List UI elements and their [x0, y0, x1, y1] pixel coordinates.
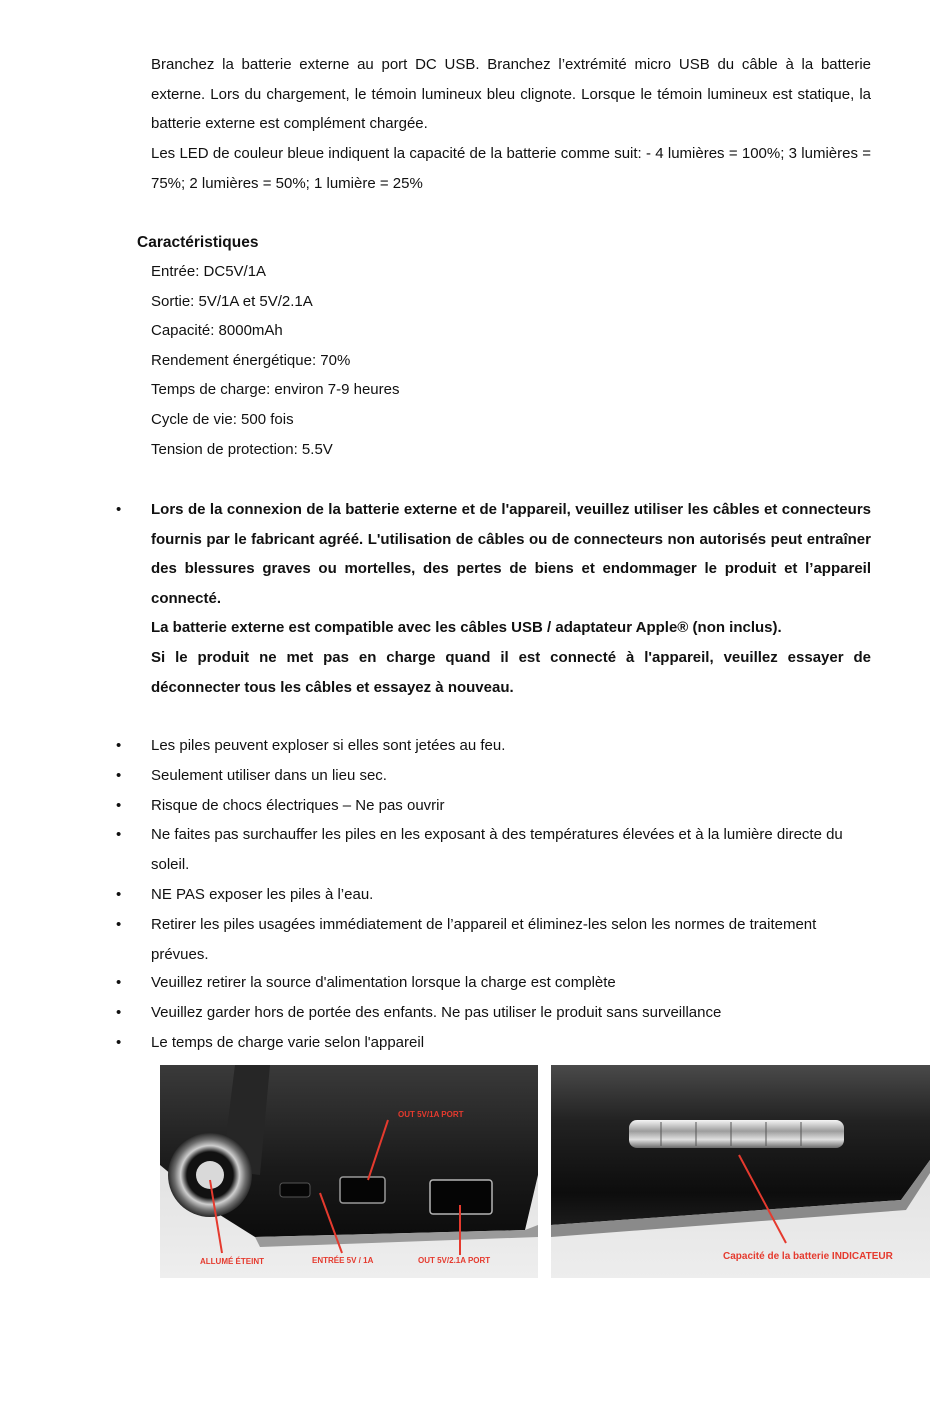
- safety-item: Les piles peuvent exploser si elles sont jetées au feu.: [151, 737, 506, 754]
- specs-heading: Caractéristiques: [137, 234, 259, 251]
- led-capacity-paragraph: Les LED de couleur bleue indiquent la capacité de la batterie comme suit: - 4 lumières = 100%; 3 lumières = 75%; 2 lumières = 50%; 1 lumière = 25%: [151, 145, 871, 192]
- bullet-marker: •: [116, 737, 122, 754]
- bullet-marker: •: [116, 974, 122, 991]
- bullet-marker: •: [116, 916, 122, 933]
- safety-item: Le temps de charge varie selon l'appareil: [151, 1034, 425, 1051]
- safety-item: Retirer les piles usagées immédiatement de l’appareil et éliminez-les selon les normes de traitement prévues.: [151, 916, 817, 963]
- out-2a-port-label: OUT 5V/2.1A PORT: [418, 1256, 491, 1265]
- battery-indicator-photo: [551, 1065, 930, 1278]
- safety-item: Risque de chocs électriques – Ne pas ouvrir: [151, 797, 445, 814]
- bullet-marker: •: [116, 501, 122, 518]
- spec-protection-voltage: Tension de protection: 5.5V: [151, 441, 333, 458]
- warning-connection-text: Lors de la connexion de la batterie externe et de l'appareil, veuillez utiliser les câbles et connecteurs fournis par le fabricant agréé. L'utilisation de câbles ou de connecteurs non autorisés peut entraîner des blessures graves ou mortelles, des pertes de biens et endommager le produit et l’appareil connecté.: [151, 501, 871, 607]
- spec-capacity: Capacité: 8000mAh: [151, 322, 283, 339]
- bullet-marker: •: [116, 767, 122, 784]
- battery-capacity-indicator-label: Capacité de la batterie INDICATEUR: [723, 1251, 893, 1262]
- safety-item: Veuillez retirer la source d'alimentation lorsque la charge est complète: [151, 974, 616, 991]
- safety-item: Ne faites pas surchauffer les piles en les exposant à des températures élevées et à la lumière directe du soleil.: [151, 826, 843, 873]
- out-1a-port-label: OUT 5V/1A PORT: [398, 1110, 464, 1119]
- warning-troubleshoot-text: Si le produit ne met pas en charge quand il est connecté à l'appareil, veuillez essayer de déconnecter tous les câbles et essayez à nouveau.: [151, 649, 871, 696]
- spec-charge-time: Temps de charge: environ 7-9 heures: [151, 381, 400, 398]
- input-port-label: ENTRÉE 5V / 1A: [312, 1256, 374, 1265]
- safety-item: Seulement utiliser dans un lieu sec.: [151, 767, 387, 784]
- bullet-marker: •: [116, 886, 122, 903]
- spec-input: Entrée: DC5V/1A: [151, 263, 267, 280]
- spec-output: Sortie: 5V/1A et 5V/2.1A: [151, 293, 313, 310]
- power-bank-ports-photo: [160, 1065, 538, 1278]
- spec-life-cycle: Cycle de vie: 500 fois: [151, 411, 294, 428]
- instructions-paragraph: Branchez la batterie externe au port DC USB. Branchez l’extrémité micro USB du câble à la batterie externe. Lors du chargement, le témoin lumineux bleu clignote. Lorsque le témoin lumineux est statique, la batterie externe est complément chargée.: [151, 56, 871, 133]
- bullet-marker: •: [116, 826, 122, 843]
- bullet-marker: •: [116, 1034, 122, 1051]
- power-button-label: ALLUMÉ ÉTEINT: [200, 1257, 264, 1266]
- spec-efficiency: Rendement énergétique: 70%: [151, 352, 351, 369]
- safety-item: Veuillez garder hors de portée des enfants. Ne pas utiliser le produit sans surveillance: [151, 1004, 722, 1021]
- bullet-marker: •: [116, 1004, 122, 1021]
- safety-item: NE PAS exposer les piles à l’eau.: [151, 886, 374, 903]
- bullet-marker: •: [116, 797, 122, 814]
- warning-compatibility-text: La batterie externe est compatible avec les câbles USB / adaptateur Apple® (non inclus).: [151, 619, 782, 636]
